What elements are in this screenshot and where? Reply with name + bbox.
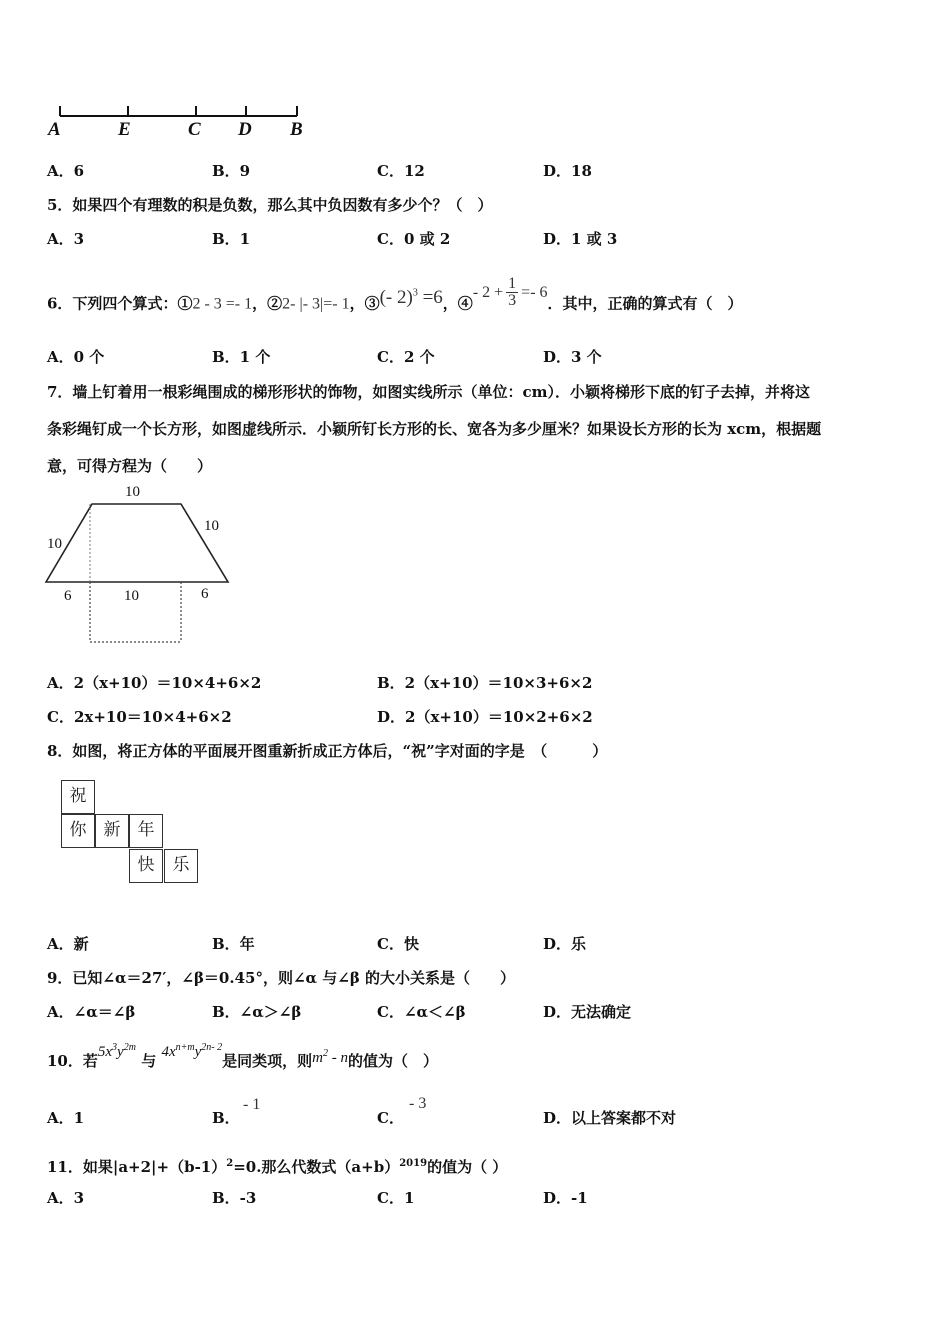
q10-mid: 与 — [141, 1052, 157, 1070]
q8-option-a: A．新 — [47, 935, 89, 953]
q8-option-c: C．快 — [377, 935, 419, 953]
q6-option-c: C．2 个 — [377, 348, 435, 366]
q10-term-2-exp-1: n+m — [175, 1042, 195, 1053]
q7-stem-line-3: 意，可得方程为（ ） — [47, 457, 213, 475]
cube-cell-nian: 年 — [129, 814, 163, 848]
cube-cell-ni: 你 — [61, 814, 95, 848]
q10-option-d: D．以上答案都不对 — [543, 1109, 677, 1127]
point-label-d: D — [238, 119, 252, 140]
q10-term-2-exp-2: 2n- 2 — [201, 1042, 223, 1053]
q6-suffix: ．其中，正确的算式有（ ） — [547, 294, 743, 313]
q10-term-2-x: 4x — [161, 1044, 176, 1060]
q10-option-c-value: - 3 — [409, 1095, 427, 1112]
q7-option-c: C．2x+10＝10×4+6×2 — [47, 708, 232, 726]
q10-option-b: B． — [212, 1109, 240, 1127]
q6-stem — [47, 275, 743, 321]
q10-term-1-y: y — [117, 1044, 124, 1060]
q11-sup-1: 2 — [226, 1158, 234, 1169]
q5-stem: 5．如果四个有理数的积是负数，那么其中负因数有多少个？（ ） — [47, 196, 493, 214]
q6-expr-1: 2 - 3 =- 1 — [192, 295, 253, 313]
q6-expr-2: 2- |- 3|=- 1 — [282, 295, 350, 313]
trapezoid-label-top: 10 — [125, 484, 140, 500]
point-label-a: A — [48, 119, 61, 140]
trapezoid-label-bottom-left: 6 — [64, 588, 72, 604]
q9-option-b: B．∠α＞∠β — [212, 1003, 302, 1021]
q11-option-b: B．-3 — [212, 1189, 257, 1207]
q11-stem-c: 的值为（ ） — [427, 1158, 508, 1176]
q10-term-1-exp-1: 3 — [112, 1042, 118, 1053]
trapezoid-label-right: 10 — [204, 518, 219, 534]
q10-mid-2: 是同类项，则 — [222, 1052, 313, 1070]
cube-cell-zhu: 祝 — [61, 780, 95, 814]
q9-stem: 9．已知∠α＝27′，∠β＝0.45°，则∠α 与∠β 的大小关系是（ ） — [47, 969, 516, 987]
q10-term-1-exp-2: 2m — [123, 1042, 136, 1053]
trapezoid-label-bottom-mid: 10 — [124, 588, 139, 604]
q10-suffix: 的值为（ ） — [347, 1052, 438, 1070]
q5-option-d: D．1 或 3 — [543, 230, 618, 248]
segment-figure — [50, 100, 320, 146]
q5-option-a: A．3 — [47, 230, 85, 248]
q5-option-c: C．0 或 2 — [377, 230, 451, 248]
q5-option-b: B．1 — [212, 230, 251, 248]
q11-stem — [47, 1154, 507, 1177]
q11-option-c: C．1 — [377, 1189, 415, 1207]
point-label-e: E — [118, 119, 131, 140]
q11-option-a: A．3 — [47, 1189, 85, 1207]
q7-stem-line-1: 7．墙上钉着用一根彩绳围成的梯形形状的饰物，如图实线所示（单位：cm）．小颖将梯形下底的钉子去掉，并将这 — [47, 383, 810, 401]
q6-prefix: 6．下列四个算式：① — [47, 294, 193, 313]
q6-expr-3-rest: =6 — [417, 286, 443, 308]
q4-option-c: C．12 — [377, 162, 425, 180]
q6-fraction — [506, 276, 518, 309]
q10-expr-rest: - n — [327, 1050, 348, 1066]
q7-option-b: B．2（x+10）＝10×3+6×2 — [377, 674, 593, 692]
q10-stem — [47, 1042, 438, 1072]
q10-term-1 — [98, 1044, 136, 1060]
q6-expr-3 — [380, 287, 443, 308]
q6-option-b: B．1 个 — [212, 348, 271, 366]
q10-option-a: A．1 — [47, 1109, 85, 1127]
q6-fraction-num: 1 — [508, 275, 517, 292]
q11-sup-2: 2019 — [399, 1158, 428, 1169]
q8-stem: 8．如图，将正方体的平面展开图重新折成正方体后，“祝”字对面的字是 （ ） — [47, 742, 608, 760]
q10-expr-m: m — [312, 1050, 323, 1066]
q6-sep-2: ，② — [252, 294, 283, 313]
q8-option-d: D．乐 — [543, 935, 587, 953]
point-label-b: B — [290, 119, 303, 140]
cube-cell-le: 乐 — [164, 849, 198, 883]
q6-sep-3: ，③ — [349, 294, 380, 313]
q11-stem-b: =0.那么代数式（a+b） — [233, 1158, 400, 1176]
q4-option-d: D．18 — [543, 162, 592, 180]
q6-expr-3-base: (- 2) — [379, 286, 413, 308]
q9-option-d: D．无法确定 — [543, 1003, 632, 1021]
q10-expr — [312, 1050, 348, 1066]
q6-expr-3-exp: 3 — [412, 287, 418, 299]
q7-option-d: D．2（x+10）＝10×2+6×2 — [377, 708, 593, 726]
trapezoid-label-left: 10 — [47, 536, 62, 552]
q10-option-b-value: - 1 — [243, 1096, 261, 1113]
q8-option-b: B．年 — [212, 935, 255, 953]
q10-expr-exp: 2 — [322, 1048, 328, 1059]
q11-stem-a: 11．如果|a+2|+（b-1） — [47, 1158, 227, 1176]
q6-sep-4: ，④ — [442, 294, 473, 313]
point-label-c: C — [188, 119, 201, 140]
q4-option-a: A．6 — [47, 162, 85, 180]
q9-option-c: C．∠α＜∠β — [377, 1003, 466, 1021]
q7-option-a: A．2（x+10）＝10×4+6×2 — [47, 674, 262, 692]
q4-option-b: B．9 — [212, 162, 251, 180]
q10-term-1-x: 5x — [97, 1044, 113, 1060]
q10-term-2-y: y — [194, 1044, 202, 1060]
q6-option-d: D．3 个 — [543, 348, 602, 366]
trapezoid-label-bottom-right: 6 — [201, 586, 209, 602]
q6-option-a: A．0 个 — [47, 348, 105, 366]
q10-option-c: C． — [377, 1109, 404, 1127]
q6-fraction-den: 3 — [508, 292, 517, 309]
q9-option-a: A．∠α＝∠β — [47, 1003, 136, 1021]
cube-cell-kuai: 快 — [129, 849, 163, 883]
q6-expr-4-left: - 2 + — [472, 283, 504, 301]
q10-term-2 — [161, 1044, 222, 1060]
q11-option-d: D．-1 — [543, 1189, 588, 1207]
q7-stem-line-2: 条彩绳钉成一个长方形，如图虚线所示．小颖所钉长方形的长、宽各为多少厘米？如果设长方形的长为 xcm，根据题 — [47, 420, 822, 438]
q6-expr-4-right: =- 6 — [521, 283, 548, 301]
q10-prefix: 10．若 — [47, 1052, 98, 1070]
cube-cell-xin: 新 — [95, 814, 129, 848]
trapezoid-figure — [40, 480, 240, 650]
